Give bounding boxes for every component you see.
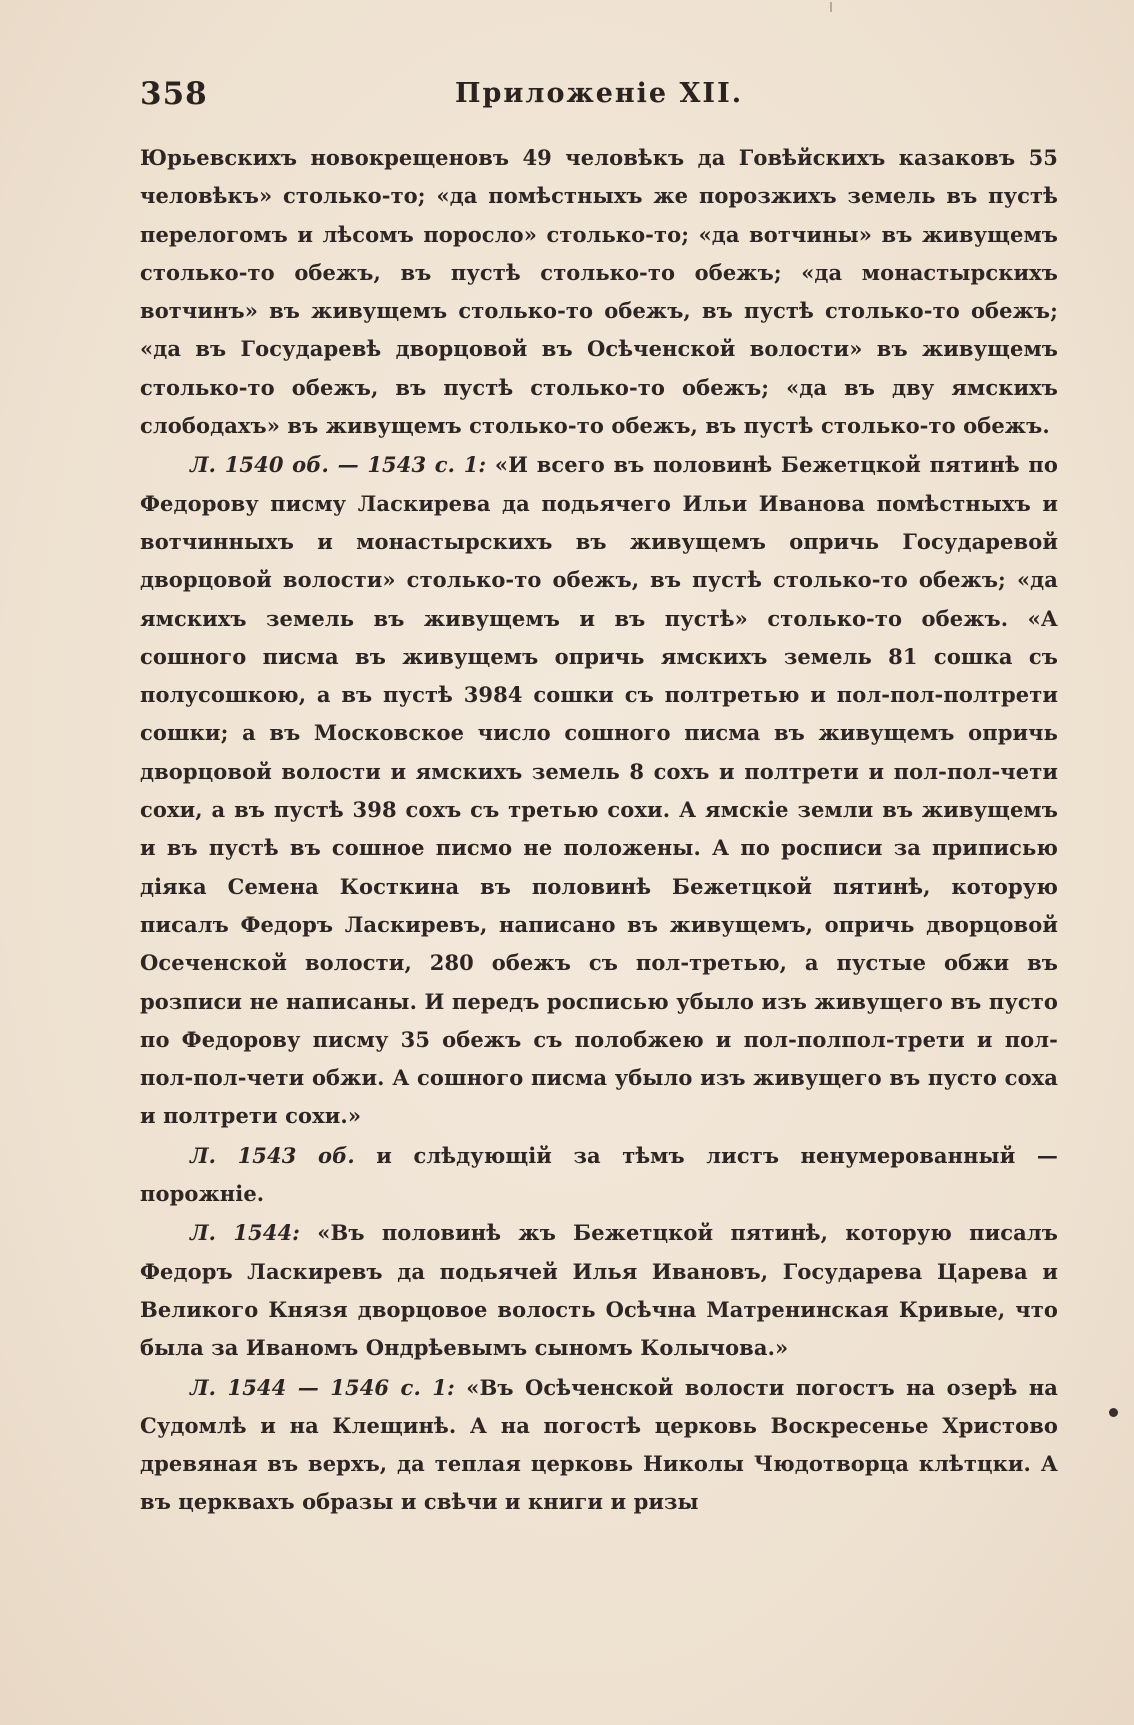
ink-spot bbox=[1109, 1408, 1118, 1417]
paragraph bbox=[140, 1214, 1058, 1367]
paragraph bbox=[140, 139, 1058, 445]
paragraph-text: «Въ Осѣченской волости погостъ на озерѣ на Судомлѣ и на Клещинѣ. А на погостѣ церковь Воскресенье Христово древяная въ верхъ, да теплая церковь Николы Чюдотворца клѣтцки. А въ церквахъ образы и свѣчи и книги и ризы bbox=[140, 1374, 1058, 1515]
paragraph bbox=[140, 1369, 1058, 1522]
folio-reference: Л. 1540 об. — 1543 с. 1: bbox=[190, 452, 487, 478]
paragraph-text: «Въ половинѣ жъ Бежетцкой пятинѣ, которую писалъ Федоръ Ласкиревъ да подьячей Илья Ивановъ, Государева Царева и Великого Князя дворцовое волость Осѣчна Матренинская Кривые, что была за Иваномъ Ондрѣевымъ сыномъ Колычова.» bbox=[140, 1220, 1058, 1361]
page-header bbox=[140, 76, 1058, 120]
paragraph bbox=[140, 446, 1058, 1135]
page-number: 358 bbox=[140, 76, 208, 112]
folio-reference: Л. 1544 — 1546 с. 1: bbox=[190, 1374, 455, 1400]
folio-reference: Л. 1543 об. bbox=[190, 1142, 355, 1168]
paragraph-text: «И всего въ половинѣ Бежетцкой пятинѣ по Федорову писму Ласкирева да подьячего Ильи Иванова помѣстныхъ и вотчинныхъ и монастырскихъ въ живущемъ опричь Государевой дворцовой волости» столько-то обежъ, въ пустѣ столько-то обежъ; «да ямскихъ земель въ живущемъ и въ пустѣ» столько-то обежъ. «А сошного писма въ живущемъ опричь ямскихъ земель 81 сошка съ полусошкою, а въ пустѣ 3984 сошки съ полтретью и пол-пол-полтрети сошки; а въ Московское число сошного писма въ живущемъ опричь дворцовой волости и ямскихъ земель 8 сохъ и полтрети и пол-пол-чети сохи, а въ пустѣ 398 сохъ съ третью сохи. А ямскіе земли въ живущемъ и въ пустѣ въ сошное писмо не положены. А по росписи за приписью дiяка Семена Косткина въ половинѣ Бежетцкой пятинѣ, которую писалъ Федоръ Ласкиревъ, написано въ живущемъ, опричь дворцовой Осеченской волости, 280 обежъ съ пол-третью, а пустые обжи въ розписи не написаны. И передъ росписью убыло изъ живущего въ пусто по Федорову писму 35 обежъ съ полобжею и пол-полпол-трети и пол-пол-пол-чети обжи. А сошного писма убыло изъ живущего въ пусто соха и полтрети сохи.» bbox=[140, 452, 1058, 1129]
body-text bbox=[140, 139, 1058, 1522]
paper-mark bbox=[830, 2, 832, 12]
running-title: Приложенiе XII. bbox=[455, 78, 744, 109]
paragraph bbox=[140, 1137, 1058, 1214]
folio-reference: Л. 1544: bbox=[190, 1220, 301, 1246]
paragraph-text: Юрьевскихъ новокрещеновъ 49 человѣкъ да Говѣйскихъ казаковъ 55 человѣкъ» столько-то; «да помѣстныхъ же порозжихъ земель въ пустѣ перелогомъ и лѣсомъ поросло» столько-то; «да вотчины» въ живущемъ столько-то обежъ, въ пустѣ столько-то обежъ; «да монастырскихъ вотчинъ» въ живущемъ столько-то обежъ, въ пустѣ столько-то обежъ; «да въ Государевѣ дворцовой въ Осѣченской волости» въ живущемъ столько-то обежъ, въ пустѣ столько-то обежъ; «да въ дву ямскихъ слободахъ» въ живущемъ столько-то обежъ, въ пустѣ столько-то обежъ. bbox=[140, 145, 1058, 439]
paragraph-text: и слѣдующiй за тѣмъ листъ ненумерованный — порожнiе. bbox=[140, 1142, 1058, 1207]
